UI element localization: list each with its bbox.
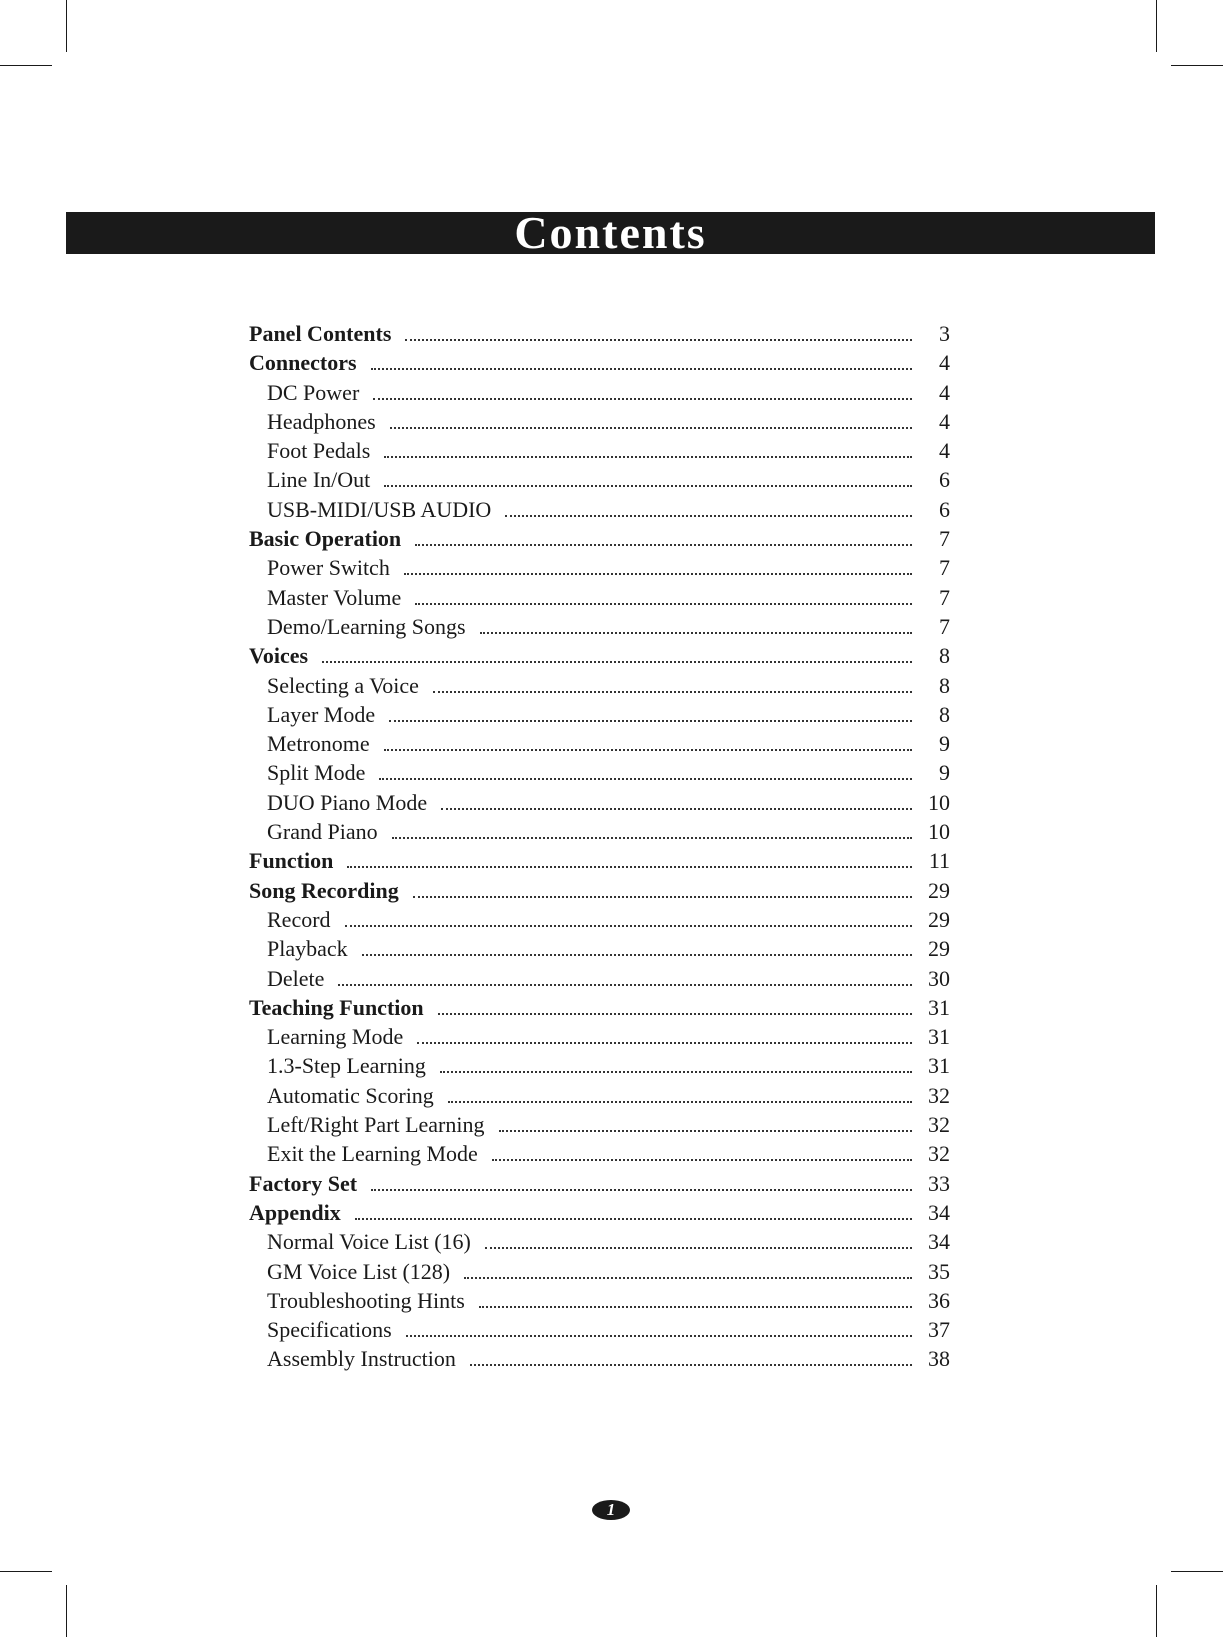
toc-entry-page: 7	[939, 555, 950, 581]
toc-entry-page: 8	[939, 643, 950, 669]
crop-mark-top-right-vertical	[1156, 0, 1157, 52]
toc-entry-label: Line In/Out	[267, 467, 371, 493]
toc-entry-page: 7	[939, 613, 950, 639]
crop-mark-top-right-horizontal	[1171, 65, 1223, 66]
toc-entry-page: 33	[928, 1170, 950, 1196]
dot-leader	[479, 1306, 912, 1308]
toc-entry-page: 34	[928, 1199, 950, 1225]
toc-entry-page: 32	[928, 1082, 950, 1108]
dot-leader	[345, 925, 912, 927]
toc-entry	[249, 846, 950, 875]
dot-leader	[404, 573, 912, 575]
toc-entry	[249, 1051, 950, 1080]
toc-entry-page: 9	[939, 760, 950, 786]
toc-entry	[249, 378, 950, 407]
dot-leader	[492, 1159, 912, 1161]
toc-entry	[249, 817, 950, 846]
toc-entry	[249, 1257, 950, 1286]
dot-leader	[433, 691, 912, 693]
toc-entry-label: Assembly Instruction	[267, 1346, 456, 1372]
toc-entry-page: 29	[928, 877, 950, 903]
toc-entry-page: 32	[928, 1141, 950, 1167]
toc-entry	[249, 1227, 950, 1256]
toc-entry-page: 8	[939, 672, 950, 698]
toc-entry-page: 36	[928, 1287, 950, 1313]
dot-leader	[413, 896, 912, 898]
dot-leader	[371, 1189, 912, 1191]
dot-leader	[405, 339, 912, 341]
toc-entry-label: Function	[249, 848, 334, 874]
dot-leader	[448, 1101, 912, 1103]
toc-entry	[249, 905, 950, 934]
toc-entry	[249, 729, 950, 758]
dot-leader	[373, 398, 912, 400]
toc-entry-label: Exit the Learning Mode	[267, 1141, 478, 1167]
toc-entry	[249, 1344, 950, 1373]
toc-entry-page: 7	[939, 526, 950, 552]
dot-leader	[417, 1042, 912, 1044]
toc-entry-label: Master Volume	[267, 584, 402, 610]
toc-entry-page: 31	[928, 1053, 950, 1079]
toc-entry-label: Headphones	[267, 408, 376, 434]
toc-entry-label: Learning Mode	[267, 1024, 404, 1050]
dot-leader	[322, 661, 912, 663]
toc-entry-page: 10	[928, 789, 950, 815]
dot-leader	[338, 984, 912, 986]
toc-entry-label: Normal Voice List (16)	[267, 1229, 471, 1255]
toc-entry	[249, 465, 950, 494]
dot-leader	[406, 1335, 912, 1337]
toc-entry-page: 10	[928, 819, 950, 845]
dot-leader	[392, 837, 912, 839]
toc-entry-label: Demo/Learning Songs	[267, 613, 466, 639]
toc-entry-label: Appendix	[249, 1199, 341, 1225]
toc-entry	[249, 1110, 950, 1139]
dot-leader	[362, 954, 912, 956]
toc-entry-label: Grand Piano	[267, 819, 378, 845]
toc-entry-page: 6	[939, 467, 950, 493]
toc-entry-label: Panel Contents	[249, 321, 392, 346]
toc-entry-label: Basic Operation	[249, 526, 402, 552]
dot-leader	[371, 368, 912, 370]
toc-entry-label: Power Switch	[267, 555, 390, 581]
dot-leader	[384, 749, 912, 751]
toc-entry-label: DUO Piano Mode	[267, 789, 428, 815]
toc-entry	[249, 1022, 950, 1051]
toc-entry	[249, 319, 950, 348]
toc-entry-label: 1.3-Step Learning	[267, 1053, 426, 1079]
toc-entry	[249, 1169, 950, 1198]
toc-entry	[249, 1081, 950, 1110]
dot-leader	[440, 1071, 912, 1073]
dot-leader	[505, 515, 912, 517]
toc-entry-label: Delete	[267, 965, 325, 991]
dot-leader	[480, 632, 912, 634]
toc-entry-label: Split Mode	[267, 760, 366, 786]
toc-entry	[249, 700, 950, 729]
toc-entry	[249, 583, 950, 612]
toc-entry-page: 34	[928, 1229, 950, 1255]
toc-entry-page: 29	[928, 906, 950, 932]
toc-entry-page: 38	[928, 1346, 950, 1372]
toc-entry-label: Connectors	[249, 350, 357, 376]
page-number: 1	[592, 1500, 630, 1520]
toc-entry	[249, 641, 950, 670]
toc-entry-label: Automatic Scoring	[267, 1082, 434, 1108]
toc-entry-label: Layer Mode	[267, 701, 376, 727]
toc-entry	[249, 758, 950, 787]
toc-entry-page: 3	[939, 321, 950, 346]
dot-leader	[379, 778, 912, 780]
toc-entry	[249, 348, 950, 377]
crop-mark-top-left-horizontal	[0, 65, 52, 66]
toc-entry	[249, 612, 950, 641]
dot-leader	[438, 1013, 912, 1015]
dot-leader	[499, 1130, 913, 1132]
toc-entry-page: 30	[928, 965, 950, 991]
toc-entry-label: Record	[267, 906, 331, 932]
toc-entry-label: Selecting a Voice	[267, 672, 419, 698]
toc-entry-page: 35	[928, 1258, 950, 1284]
toc-entry-page: 4	[939, 350, 950, 376]
dot-leader	[464, 1277, 912, 1279]
toc-entry-page: 29	[928, 936, 950, 962]
dot-leader	[389, 720, 912, 722]
toc-entry-page: 31	[928, 1024, 950, 1050]
toc-entry-label: Factory Set	[249, 1170, 358, 1196]
toc-entry	[249, 524, 950, 553]
toc-entry-label: Foot Pedals	[267, 438, 371, 464]
toc-entry	[249, 553, 950, 582]
toc-entry	[249, 788, 950, 817]
crop-mark-bottom-left-vertical	[66, 1585, 67, 1637]
crop-mark-bottom-right-vertical	[1156, 1585, 1157, 1637]
toc-entry	[249, 407, 950, 436]
dot-leader	[390, 427, 912, 429]
crop-mark-top-left-vertical	[66, 0, 67, 52]
dot-leader	[485, 1247, 912, 1249]
toc-entry	[249, 964, 950, 993]
toc-entry-page: 4	[939, 408, 950, 434]
toc-entry-page: 4	[939, 379, 950, 405]
toc-entry-page: 11	[928, 848, 950, 874]
dot-leader	[355, 1218, 912, 1220]
dot-leader	[347, 866, 912, 868]
toc-entry-page: 7	[939, 584, 950, 610]
toc-entry-label: Song Recording	[249, 877, 399, 903]
toc-entry	[249, 1286, 950, 1315]
toc-entry-page: 31	[928, 994, 950, 1020]
toc-entry	[249, 1315, 950, 1344]
toc-entry-page: 8	[939, 701, 950, 727]
toc-entry	[249, 671, 950, 700]
toc-entry-label: Teaching Function	[249, 994, 424, 1020]
toc-entry-label: DC Power	[267, 379, 360, 405]
toc-entry-page: 32	[928, 1112, 950, 1138]
toc-entry	[249, 495, 950, 524]
toc-entry-page: 37	[928, 1317, 950, 1343]
toc-entry-page: 4	[939, 438, 950, 464]
toc-entry	[249, 993, 950, 1022]
toc-entry-label: USB-MIDI/USB AUDIO	[267, 496, 492, 522]
dot-leader	[415, 603, 912, 605]
toc-entry-label: Specifications	[267, 1317, 392, 1343]
dot-leader	[470, 1364, 912, 1366]
toc-entry-label: Metronome	[267, 731, 370, 757]
dot-leader	[384, 456, 912, 458]
toc-entry-page: 6	[939, 496, 950, 522]
page-title: Contents	[66, 212, 1155, 254]
toc-entry	[249, 934, 950, 963]
table-of-contents	[249, 319, 950, 1374]
toc-entry-label: Troubleshooting Hints	[267, 1287, 465, 1313]
toc-entry	[249, 876, 950, 905]
dot-leader	[441, 808, 912, 810]
crop-mark-bottom-right-horizontal	[1171, 1571, 1223, 1572]
toc-entry-label: Playback	[267, 936, 348, 962]
toc-entry-page: 9	[939, 731, 950, 757]
crop-mark-bottom-left-horizontal	[0, 1571, 52, 1572]
toc-entry	[249, 436, 950, 465]
toc-entry-label: GM Voice List (128)	[267, 1258, 451, 1284]
dot-leader	[415, 544, 912, 546]
toc-entry	[249, 1198, 950, 1227]
toc-entry-label: Voices	[249, 643, 309, 669]
dot-leader	[384, 485, 912, 487]
toc-entry-label: Left/Right Part Learning	[267, 1112, 485, 1138]
toc-entry	[249, 1139, 950, 1168]
